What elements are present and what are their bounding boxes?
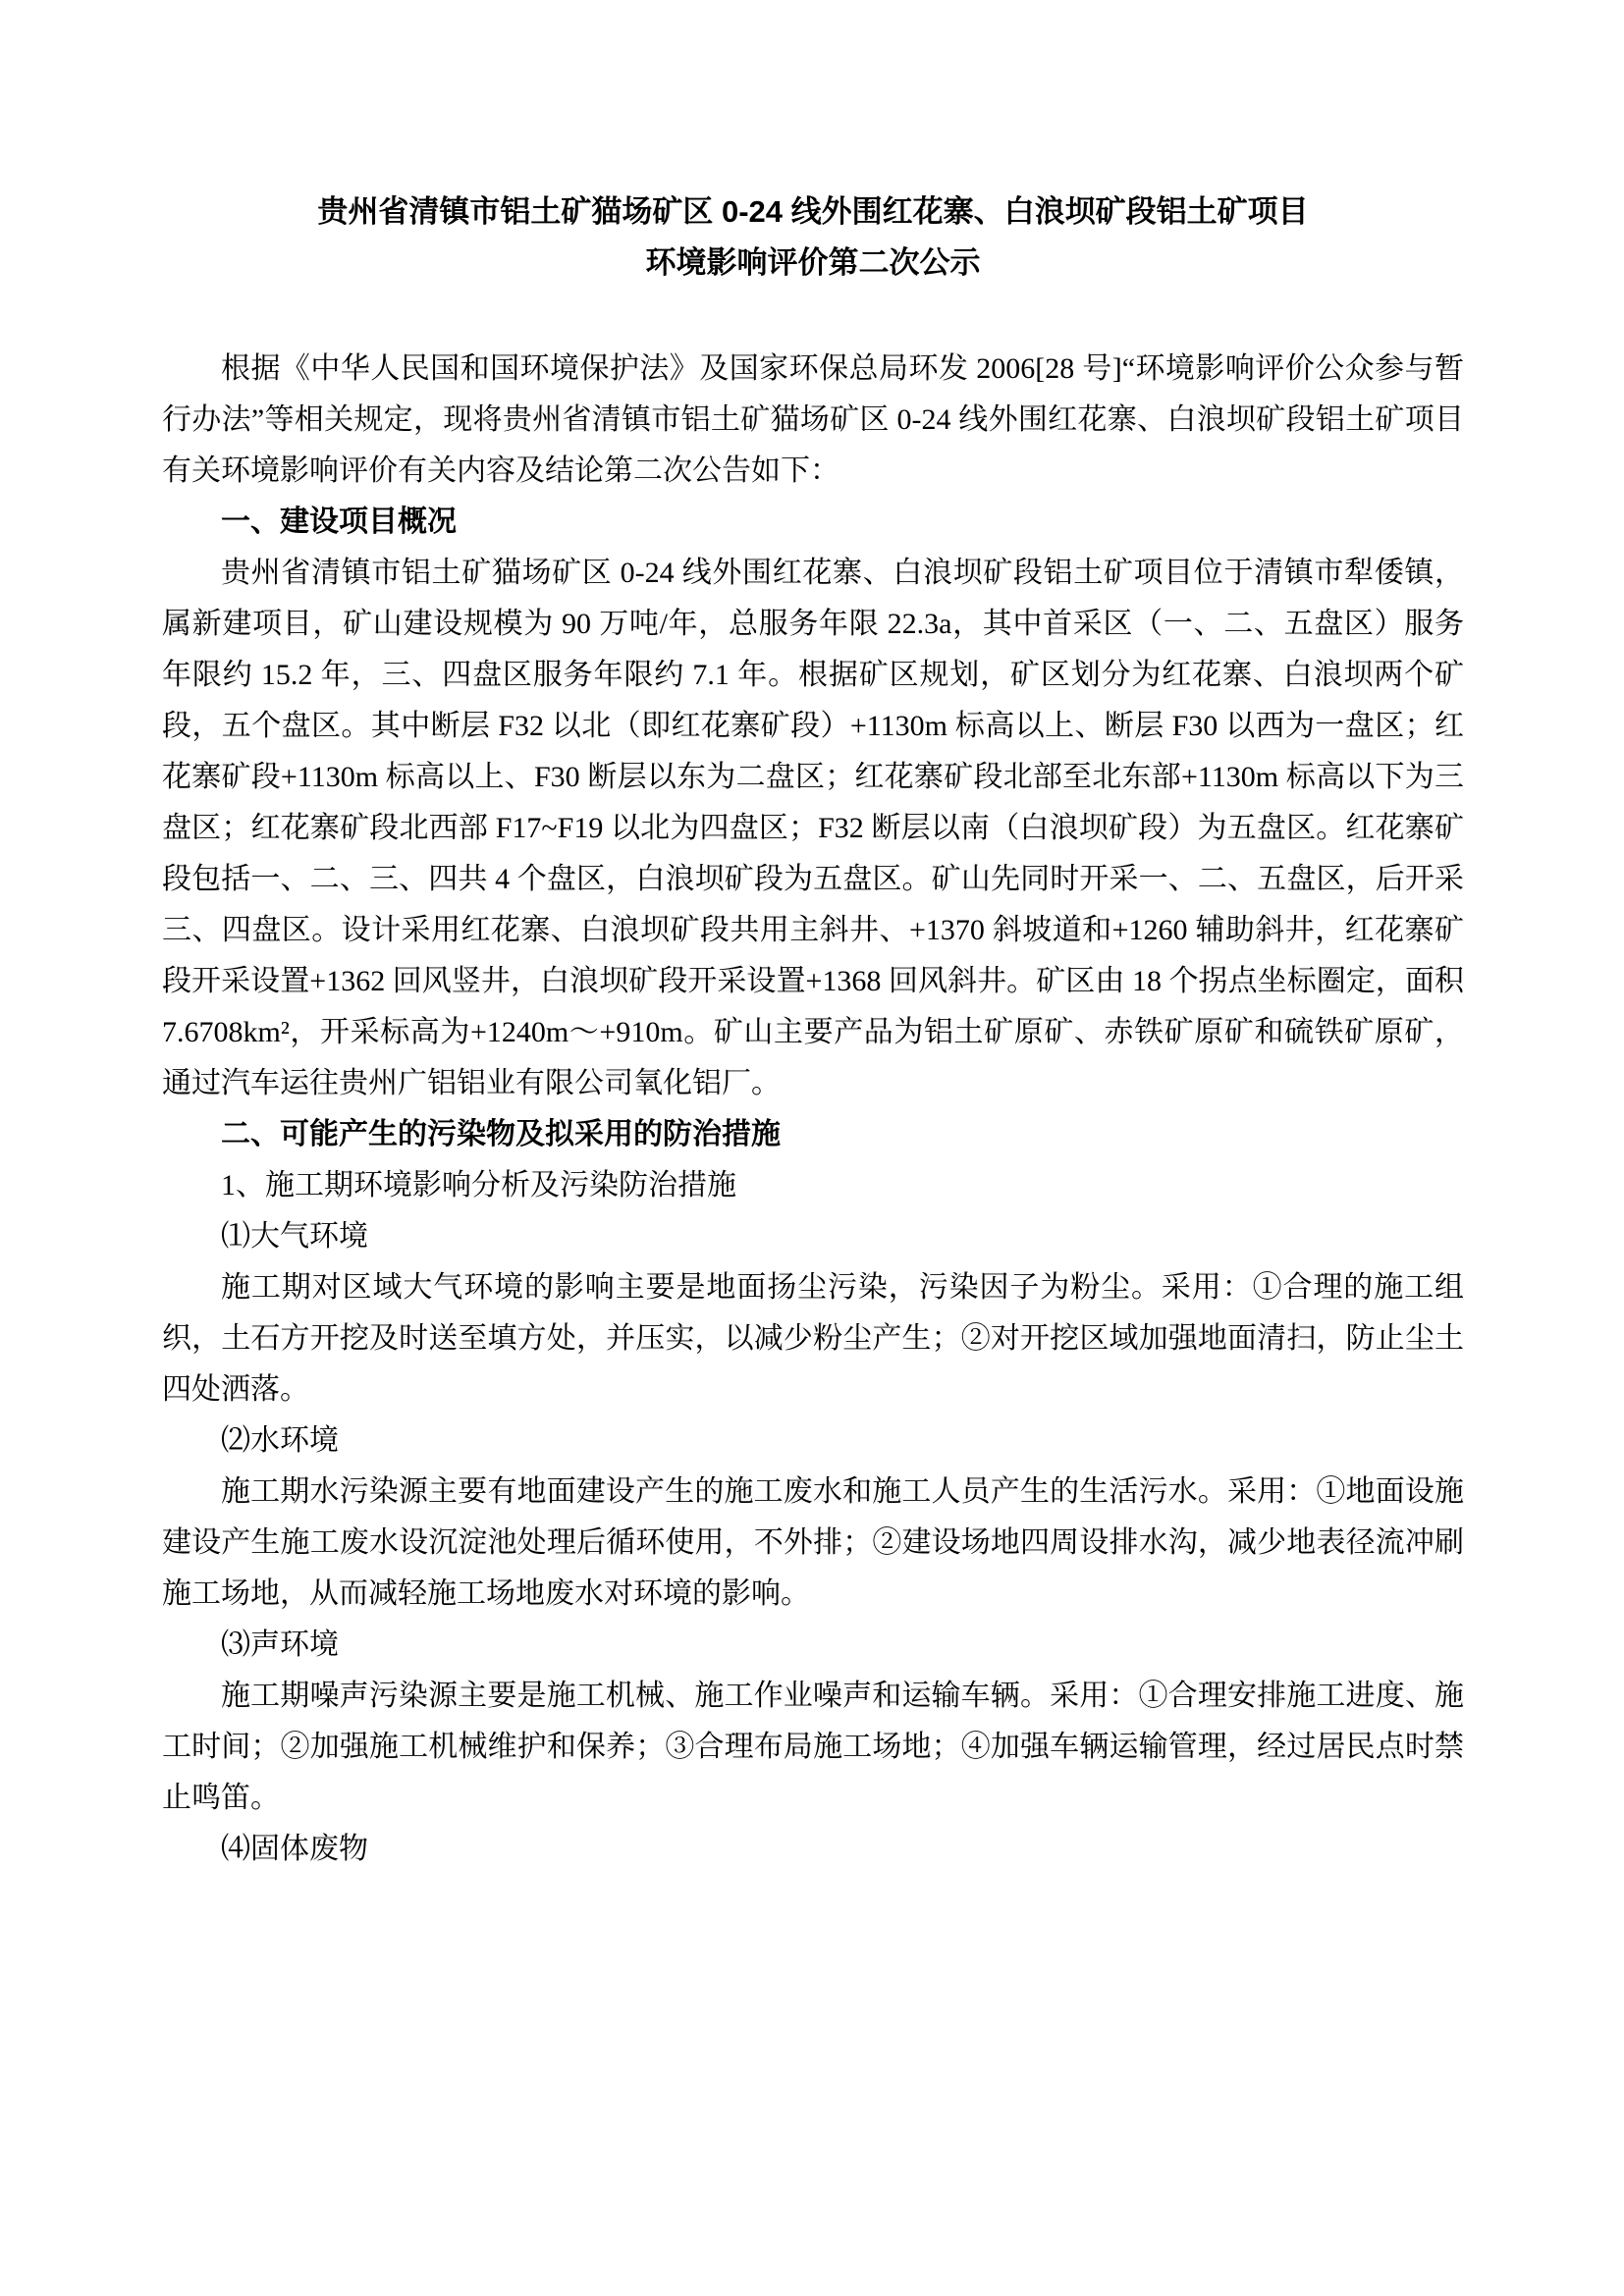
document-title-line-2: 环境影响评价第二次公示	[645, 245, 981, 280]
section-2-subheading: 1、施工期环境影响分析及污染防治措施	[221, 1169, 736, 1201]
section-1-body: 贵州省清镇市铝土矿猫场矿区 0-24 线外围红花寨、白浪坝矿段铝土矿项目位于清镇市犁倭镇，属新建项目，矿山建设规模为 90 万吨/年，总服务年限 22.3a，其中首采区（一、二、五盘区）服务年限约 15.2 年，三、四盘区服务年限约 7.1 年。根据矿区规划，矿区划分为红花寨、白浪坝两个矿段，五个盘区。其中断层 F32 以北（即红花寨矿段）+1130m 标高以上、断层 F30 以西为一盘区；红花寨矿段+1130m 标高以上、F30 断层以东为二盘区；红花寨矿段北部至北东部+1130m 标高以下为三盘区；红花寨矿段北西部 F17~F19 以北为四盘区；F32 断层以南（白浪坝矿段）为五盘区。红花寨矿段包括一、二、三、四共 4 个盘区，白浪坝矿段为五盘区。矿山先同时开采一、二、五盘区，后开采三、四盘区。设计采用红花寨、白浪坝矿段共用主斜井、+1370 斜坡道和+1260 辅助斜井，红花寨矿段开采设置+1362 回风竖井，白浪坝矿段开采设置+1368 回风斜井。矿区由 18 个拐点坐标圈定，面积 7.6708km²，开采标高为+1240m～+910m。矿山主要产品为铝土矿原矿、赤铁矿原矿和硫铁矿原矿，通过汽车运往贵州广铝铝业有限公司氧化铝厂。	[162, 557, 1464, 1099]
document-title	[162, 187, 1464, 289]
subsection-3-noise-label: ⑶声环境	[221, 1629, 339, 1661]
subsection-2-water-label: ⑵水环境	[221, 1424, 339, 1457]
document-title-line-1: 贵州省清镇市铝土矿猫场矿区 0-24 线外围红花寨、白浪坝矿段铝土矿项目	[317, 194, 1309, 229]
subsection-1-air-body: 施工期对区域大气环境的影响主要是地面扬尘污染，污染因子为粉尘。采用：①合理的施工组织，土石方开挖及时送至填方处，并压实，以减少粉尘产生；②对开挖区域加强地面清扫，防止尘土四处洒落。	[162, 1271, 1464, 1406]
subsection-3-noise-body: 施工期噪声污染源主要是施工机械、施工作业噪声和运输车辆。采用：①合理安排施工进度、施工时间；②加强施工机械维护和保养；③合理布局施工场地；④加强车辆运输管理，经过居民点时禁止鸣笛。	[162, 1680, 1464, 1814]
intro-paragraph: 根据《中华人民国和国环境保护法》及国家环保总局环发 2006[28 号]“环境影响评价公众参与暂行办法”等相关规定，现将贵州省清镇市铝土矿猫场矿区 0-24 线外围红花寨、白浪坝矿段铝土矿项目有关环境影响评价有关内容及结论第二次公告如下：	[162, 352, 1464, 487]
subsection-2-water-body: 施工期水污染源主要有地面建设产生的施工废水和施工人员产生的生活污水。采用：①地面设施建设产生施工废水设沉淀池处理后循环使用，不外排；②建设场地四周设排水沟，减少地表径流冲刷施工场地，从而减轻施工场地废水对环境的影响。	[162, 1475, 1464, 1610]
subsection-1-air-label: ⑴大气环境	[221, 1220, 368, 1253]
subsection-4-solid-waste-label: ⑷固体废物	[221, 1833, 368, 1865]
section-1-heading: 一、建设项目概况	[221, 506, 457, 538]
section-2-heading: 二、可能产生的污染物及拟采用的防治措施	[221, 1118, 781, 1150]
